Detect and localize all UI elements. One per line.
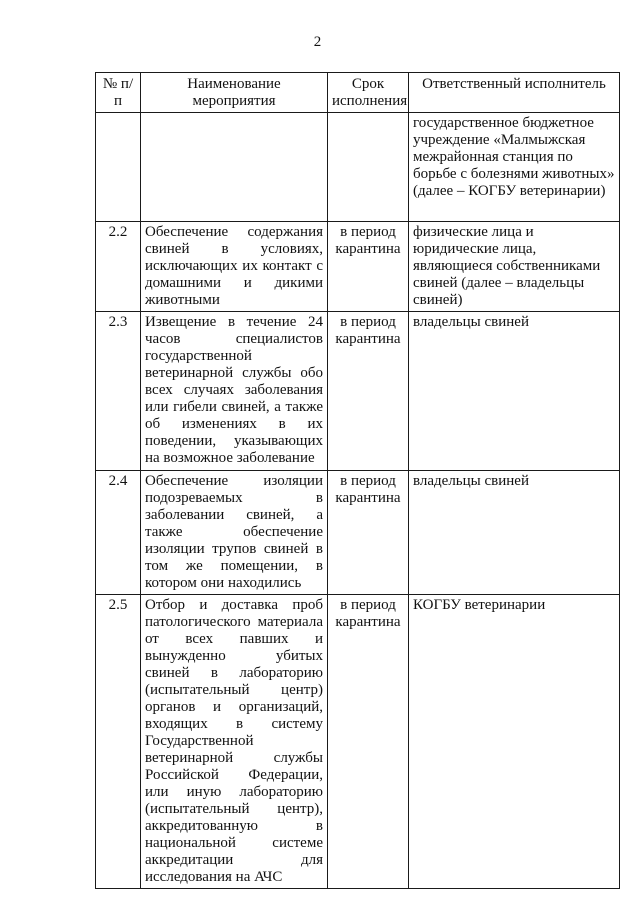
row-responsible: владельцы свиней (409, 471, 620, 595)
row-responsible: государственное бюджетное учреждение «Малмыжская межрайонная станция по борьбе с болезнями животных» (далее – КОГБУ ветеринарии) (409, 113, 620, 222)
row-responsible: физические лица и юридические лица, являющиеся собственниками свиней (далее – владельцы свиней) (409, 222, 620, 312)
row-name: Обеспечение содержания свиней в условиях, исключающих их контакт с домашними и дикими животными (141, 222, 328, 312)
row-responsible: владельцы свиней (409, 312, 620, 471)
row-num: 2.4 (96, 471, 141, 595)
row-num: 2.5 (96, 595, 141, 889)
row-name (141, 113, 328, 222)
row-num: 2.3 (96, 312, 141, 471)
row-term: в период карантина (328, 312, 409, 471)
row-name: Извещение в течение 24 часов специалистов государственной ветеринарной службы обо всех случаях заболевания или гибели свиней, а также об изменениях в их поведении, указывающих на возможное заболевание (141, 312, 328, 471)
table-row (96, 595, 620, 889)
header-name: Наименование мероприятия (141, 73, 328, 113)
header-term: Срок исполнения (328, 73, 409, 113)
row-num: 2.2 (96, 222, 141, 312)
header-responsible: Ответственный исполнитель (409, 73, 620, 113)
row-responsible: КОГБУ ветеринарии (409, 595, 620, 889)
table-row (96, 471, 620, 595)
row-term: в период карантина (328, 471, 409, 595)
row-term: в период карантина (328, 222, 409, 312)
measures-table (95, 72, 620, 889)
row-num (96, 113, 141, 222)
table-row (96, 113, 620, 222)
page-number: 2 (313, 34, 322, 50)
row-name: Обеспечение изоляции подозреваемых в заболевании свиней, а также обеспечение изоляции трупов свиней в том же помещении, в котором они находились (141, 471, 328, 595)
header-num: № п/п (96, 73, 141, 113)
table-row (96, 312, 620, 471)
row-term (328, 113, 409, 222)
table-row (96, 222, 620, 312)
table-header-row (96, 73, 620, 113)
row-name: Отбор и доставка проб патологического материала от всех павших и вынужденно убитых свиней в лабораторию (испытательный центр) органов и организаций, входящих в систему Государственной ветеринарной службы Российской Федерации, или иную лабораторию (испытательный центр), аккредитованную в национальной системе аккредитации для исследования на АЧС (141, 595, 328, 889)
row-term: в период карантина (328, 595, 409, 889)
